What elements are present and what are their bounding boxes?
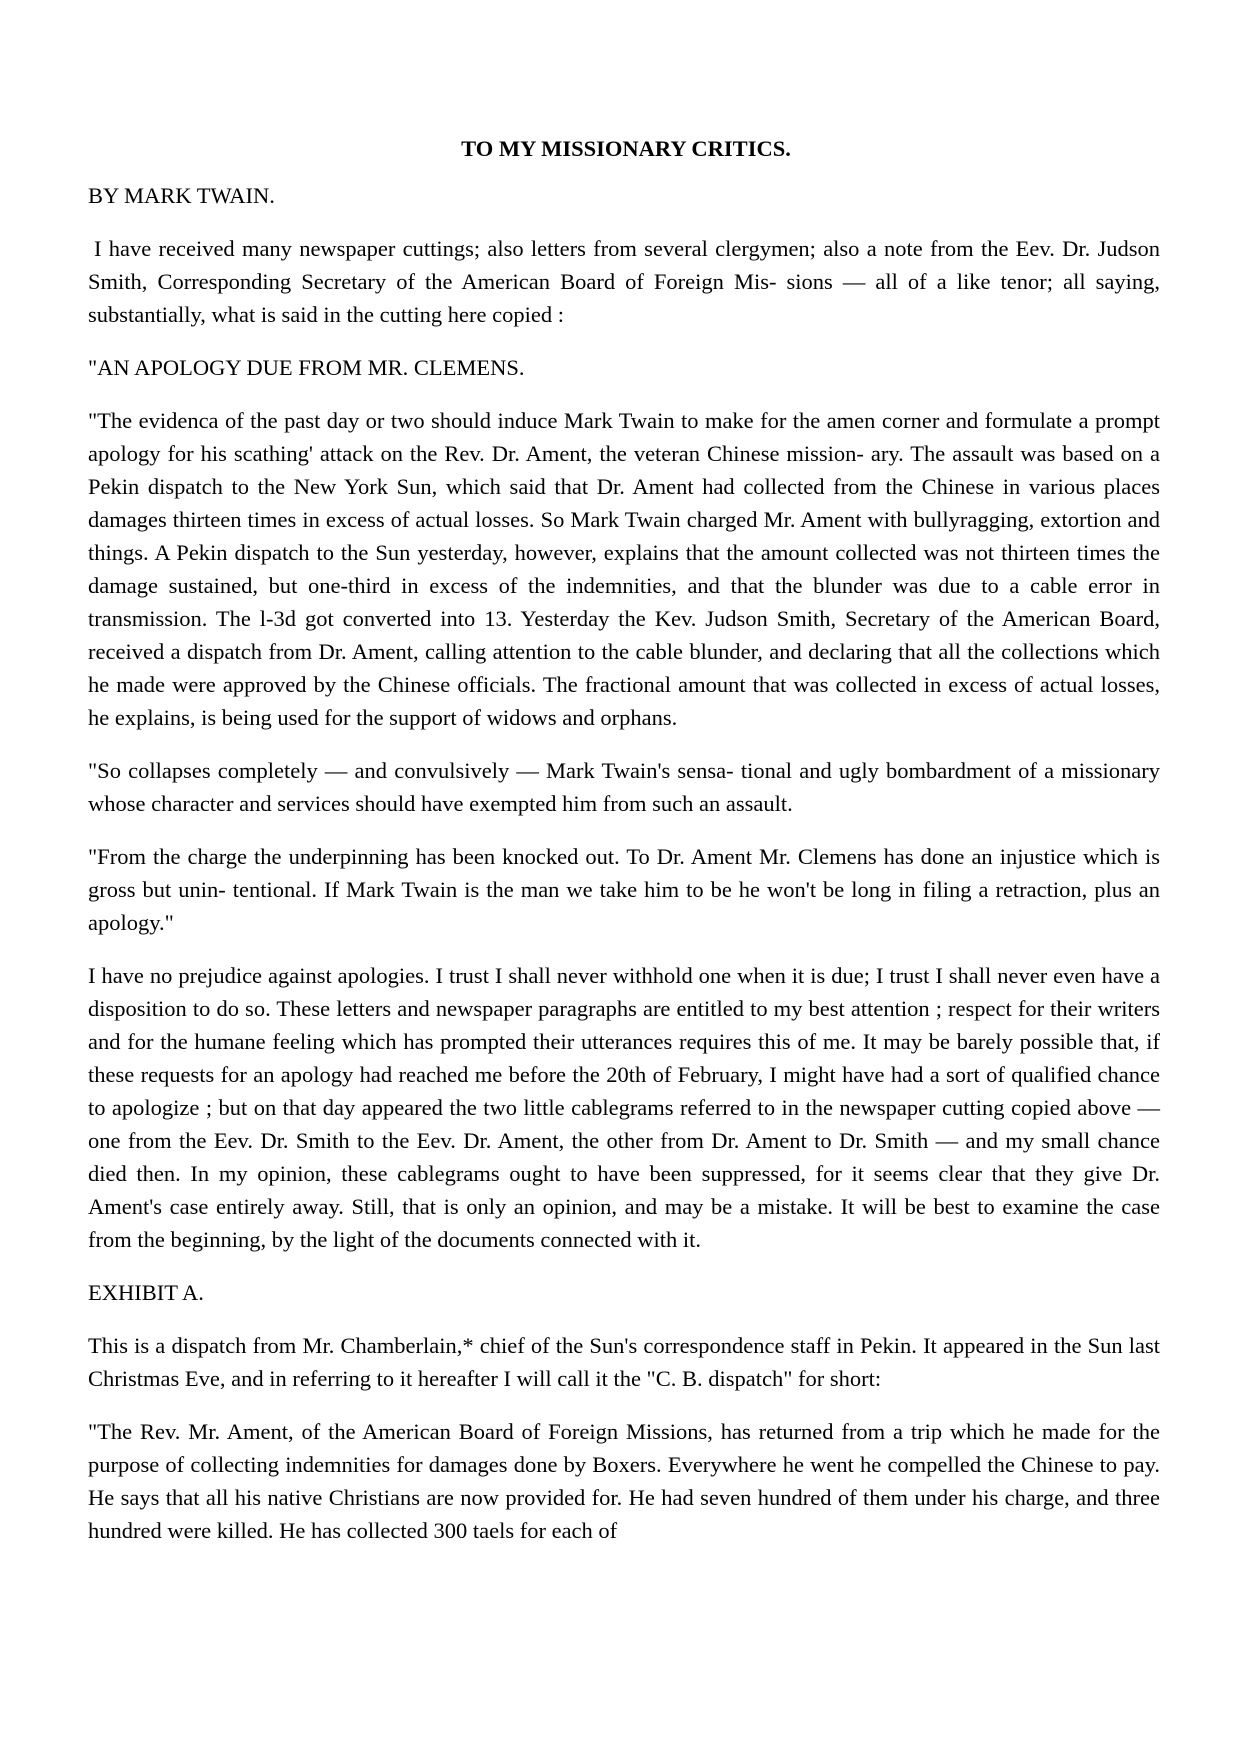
- exhibit-heading: EXHIBIT A.: [88, 1280, 204, 1305]
- paragraph-2-heading: "AN APOLOGY DUE FROM MR. CLEMENS.: [88, 355, 525, 380]
- paragraph-1: [88, 232, 1160, 331]
- byline: BY MARK TWAIN.: [88, 183, 275, 208]
- paragraph-1-text: I have received many newspaper cuttings; also letters from several clergymen; also a note from the Eev. Dr. Judson Smith, Corresponding Secretary of the American Board of Foreign Mis- sions — all of a like tenor; all saying, substantially, what is said in the cutting here copied :: [88, 236, 1160, 327]
- paragraph-6: I have no prejudice against apologies. I trust I shall never withhold one when it is due; I trust I shall never even have a disposition to do so. These letters and newspaper paragraphs are entitled to my best attention ; respect for their writers and for the humane feeling which has prompted their utterances requires this of me. It may be barely possible that, if these requests for an apology had reached me before the 20th of February, I might have had a sort of qualified chance to apologize ; but on that day appeared the two little cablegrams referred to in the newspaper cutting copied above — one from the Eev. Dr. Smith to the Eev. Dr. Ament, the other from Dr. Ament to Dr. Smith — and my small chance died then. In my opinion, these cablegrams ought to have been suppressed, for it seems clear that they give Dr. Ament's case entirely away. Still, that is only an opinion, and may be a mistake. It will be best to examine the case from the beginning, by the light of the documents connected with it.: [88, 963, 1160, 1252]
- document-body: [88, 132, 1160, 1567]
- paragraph-5: "From the charge the underpinning has been knocked out. To Dr. Ament Mr. Clemens has done an injustice which is gross but unin- tentional. If Mark Twain is the man we take him to be he won't be long in filing a retraction, plus an apology.": [88, 844, 1160, 935]
- paragraph-8: This is a dispatch from Mr. Chamberlain,* chief of the Sun's correspondence staff in Pekin. It appeared in the Sun last Christmas Eve, and in referring to it hereafter I will call it the "C. B. dispatch" for short:: [88, 1333, 1160, 1391]
- paragraph-4: "So collapses completely — and convulsively — Mark Twain's sensa- tional and ugly bombardment of a missionary whose character and services should have exempted him from such an assault.: [88, 758, 1160, 816]
- document-title: TO MY MISSIONARY CRITICS.: [461, 136, 791, 161]
- paragraph-9: "The Rev. Mr. Ament, of the American Board of Foreign Missions, has returned from a trip which he made for the purpose of collecting indemnities for damages done by Boxers. Everywhere he went he compelled the Chinese to pay. He says that all his native Christians are now provided for. He had seven hundred of them under his charge, and three hundred were killed. He has collected 300 taels for each of: [88, 1419, 1160, 1543]
- paragraph-3: "The evidenca of the past day or two should induce Mark Twain to make for the amen corner and formulate a prompt apology for his scathing' attack on the Rev. Dr. Ament, the veteran Chinese mission- ary. The assault was based on a Pekin dispatch to the New York Sun, which said that Dr. Ament had collected from the Chinese in various places damages thirteen times in excess of actual losses. So Mark Twain charged Mr. Ament with bullyragging, extortion and things. A Pekin dispatch to the Sun yesterday, however, explains that the amount collected was not thirteen times the damage sustained, but one-third in excess of the indemnities, and that the blunder was due to a cable error in transmission. The l-3d got converted into 13. Yesterday the Kev. Judson Smith, Secretary of the American Board, received a dispatch from Dr. Ament, calling attention to the cable blunder, and declaring that all the collections which he made were approved by the Chinese officials. The fractional amount that was collected in excess of actual losses, he explains, is being used for the support of widows and orphans.: [88, 408, 1160, 730]
